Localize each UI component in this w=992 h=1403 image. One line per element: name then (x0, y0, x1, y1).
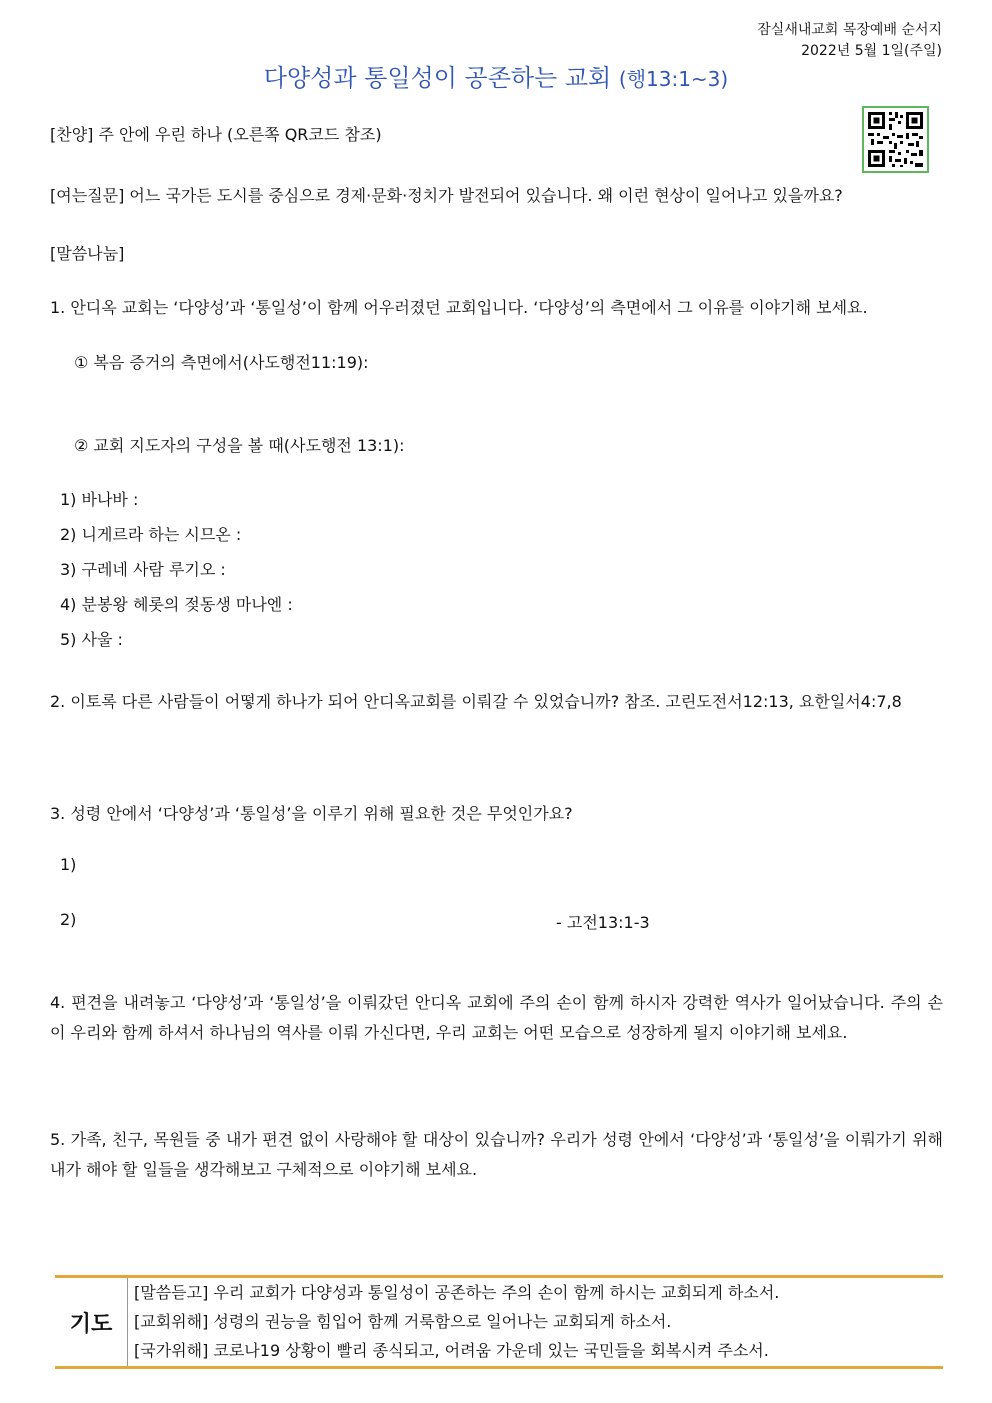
opening-question: [여는질문] 어느 국가든 도시를 중심으로 경제·문화·정치가 발전되어 있습니다. 왜 이런 현상이 일어나고 있을까요? (50, 186, 843, 205)
question-2: 2. 이토록 다른 사람들이 어떻게 하나가 되어 안디옥교회를 이뤄갈 수 있었습니까? 참조. 고린도전서12:13, 요한일서4:7,8 (50, 692, 902, 711)
leader-item-4: 4) 분봉왕 헤롯의 젖동생 마나엔 : (60, 595, 293, 614)
leader-item-3: 3) 구레네 사람 루기오 : (60, 560, 226, 579)
prayer-line-nation: [국가위해] 코로나19 상황이 빨리 종식되고, 어려움 가운데 있는 국민들을 회복시켜 주소서. (134, 1341, 769, 1360)
title-main: 다양성과 통일성이 공존하는 교회 (263, 64, 612, 92)
service-date: 2022년 5월 1일(주일) (801, 43, 942, 59)
prayer-box (55, 1275, 943, 1369)
prayer-lines (127, 1278, 779, 1366)
word-sharing-label: [말씀나눔] (50, 244, 125, 263)
prayer-line-church: [교회위해] 성령의 권능을 힘입어 함께 거룩함으로 일어나는 교회되게 하소서. (134, 1312, 672, 1331)
question-3-item-2: 2) (60, 910, 77, 929)
prayer-line-word: [말씀듣고] 우리 교회가 다양성과 통일성이 공존하는 주의 손이 함께 하시는 교회되게 하소서. (134, 1283, 780, 1302)
page-title (0, 58, 992, 93)
header (757, 20, 942, 62)
prayer-label: 기도 (69, 1311, 113, 1337)
qr-code-graphic (864, 108, 927, 171)
praise-line: [찬양] 주 안에 우린 하나 (오른쪽 QR코드 참조) (50, 125, 382, 144)
leader-item-1: 1) 바나바 : (60, 490, 139, 509)
qr-code-icon[interactable] (862, 106, 929, 173)
question-3: 3. 성령 안에서 ‘다양성’과 ‘통일성’을 이루기 위해 필요한 것은 무엇인가요? (50, 804, 573, 823)
question-1-sub-1: ① 복음 증거의 측면에서(사도행전11:19): (74, 353, 369, 372)
question-5: 5. 가족, 친구, 목원들 중 내가 편견 없이 사랑해야 할 대상이 있습니까? 우리가 성령 안에서 ‘다양성’과 ‘통일성’을 이뤄가기 위해 내가 해야 할 일들을 생각해보고 구체적으로 이야기해 보세요. (50, 1130, 943, 1179)
title-scripture-ref: (행13:1~3) (618, 67, 729, 91)
question-1-sub-2: ② 교회 지도자의 구성을 볼 때(사도행전 13:1): (74, 436, 405, 455)
question-3-item-1: 1) (60, 855, 77, 874)
church-service-label: 잠실새내교회 목장예배 순서지 (757, 22, 942, 38)
question-1: 1. 안디옥 교회는 ‘다양성’과 ‘통일성’이 함께 어우러졌던 교회입니다. ‘다양성’의 측면에서 그 이유를 이야기해 보세요. (50, 298, 868, 317)
question-3-scripture-ref: - 고전13:1-3 (556, 913, 650, 932)
leader-item-2: 2) 니게르라 하는 시므온 : (60, 525, 242, 544)
leader-item-5: 5) 사울 : (60, 630, 123, 649)
question-4: 4. 편견을 내려놓고 ‘다양성’과 ‘통일성’을 이뤄갔던 안디옥 교회에 주의 손이 함께 하시자 강력한 역사가 일어났습니다. 주의 손이 우리와 함께 하셔서 하나님의 역사를 이뤄 가신다면, 우리 교회는 어떤 모습으로 성장하게 될지 이야기해 보세요. (50, 993, 943, 1042)
